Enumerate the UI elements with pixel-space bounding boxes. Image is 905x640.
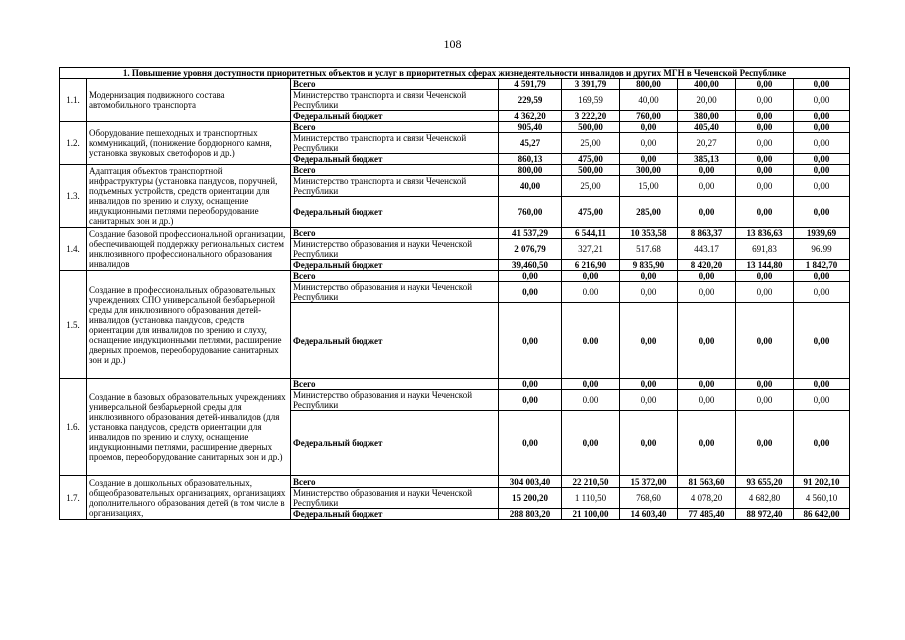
amount-cell: 0,00 (678, 303, 736, 379)
table-row (60, 271, 850, 282)
amount-cell: 0,00 (794, 176, 850, 197)
table-row (60, 79, 850, 90)
amount-cell: 0,00 (499, 271, 562, 282)
funding-source: Федеральный бюджет (291, 303, 499, 379)
amount-cell: 0,00 (562, 379, 620, 390)
item-number: 1.6. (60, 379, 87, 476)
amount-cell: 0,00 (678, 165, 736, 176)
funding-source: Всего (291, 122, 499, 133)
item-number: 1.1. (60, 79, 87, 122)
item-description: Оборудование пешеходных и транспортных коммуникаций, (понижение бордюрного камня, установка звуковых светофоров и др.) (87, 122, 291, 165)
amount-cell: 0,00 (620, 122, 678, 133)
amount-cell: 0,00 (736, 303, 794, 379)
amount-cell: 8 420,20 (678, 260, 736, 271)
amount-cell: 6 544,11 (562, 228, 620, 239)
item-number: 1.2. (60, 122, 87, 165)
amount-cell: 0,00 (794, 122, 850, 133)
amount-cell: 15,00 (620, 176, 678, 197)
amount-cell: 0,00 (620, 411, 678, 476)
amount-cell: 1 110,50 (562, 488, 620, 509)
amount-cell: 0,00 (499, 411, 562, 476)
amount-cell: 0,00 (499, 379, 562, 390)
amount-cell: 39,460,50 (499, 260, 562, 271)
amount-cell: 22 210,50 (562, 476, 620, 488)
amount-cell: 0,00 (678, 379, 736, 390)
amount-cell: 0,00 (678, 282, 736, 303)
amount-cell: 0,00 (620, 282, 678, 303)
amount-cell: 0,00 (678, 390, 736, 411)
item-description: Создание в базовых образовательных учреждениях универсальной безбарьерной среды для инклюзивного образования детей-инвалидов (для установка пандусов, средств ориентации для инвалидов по зрению и слуху, оснащение индукционными петлями, расширение дверных проемов, переоборудование санитарных зон и др.) (87, 379, 291, 476)
amount-cell: 25,00 (562, 176, 620, 197)
amount-cell: 13 836,63 (736, 228, 794, 239)
amount-cell: 2 076,79 (499, 239, 562, 260)
funding-source: Федеральный бюджет (291, 111, 499, 122)
amount-cell: 41 537,29 (499, 228, 562, 239)
item-number: 1.3. (60, 165, 87, 228)
funding-source: Федеральный бюджет (291, 154, 499, 165)
amount-cell: 0,00 (736, 111, 794, 122)
funding-source: Министерство транспорта и связи Чеченской Республики (291, 176, 499, 197)
amount-cell: 0,00 (794, 90, 850, 111)
amount-cell: 691,83 (736, 239, 794, 260)
amount-cell: 14 603,40 (620, 509, 678, 520)
amount-cell: 0,00 (620, 390, 678, 411)
amount-cell: 860,13 (499, 154, 562, 165)
amount-cell: 25,00 (562, 133, 620, 154)
amount-cell: 0,00 (736, 165, 794, 176)
amount-cell: 1939,69 (794, 228, 850, 239)
amount-cell: 0,00 (499, 390, 562, 411)
amount-cell: 4 591,79 (499, 79, 562, 90)
amount-cell: 0,00 (499, 282, 562, 303)
page-number: 108 (443, 37, 462, 51)
amount-cell: 0.00 (562, 282, 620, 303)
amount-cell: 800,00 (499, 165, 562, 176)
table-row (60, 122, 850, 133)
amount-cell: 768,60 (620, 488, 678, 509)
amount-cell: 0,00 (562, 271, 620, 282)
amount-cell: 45,27 (499, 133, 562, 154)
budget-table (59, 67, 850, 520)
amount-cell: 0,00 (736, 282, 794, 303)
amount-cell: 15 200,20 (499, 488, 562, 509)
amount-cell: 10 353,58 (620, 228, 678, 239)
funding-source: Всего (291, 476, 499, 488)
amount-cell: 0,00 (736, 411, 794, 476)
amount-cell: 3 222,20 (562, 111, 620, 122)
item-description: Создание базовой профессиональной организации, обеспечивающей поддержку региональных систем инклюзивного профессионального образования инвалидов (87, 228, 291, 271)
table-row (60, 228, 850, 239)
funding-source: Министерство образования и науки Чеченской Республики (291, 282, 499, 303)
amount-cell: 0,00 (499, 303, 562, 379)
amount-cell: 21 100,00 (562, 509, 620, 520)
amount-cell: 0,00 (678, 197, 736, 228)
item-description: Модернизация подвижного состава автомобильного транспорта (87, 79, 291, 122)
table-row (60, 379, 850, 390)
item-number: 1.7. (60, 476, 87, 520)
funding-source: Министерство образования и науки Чеченской Республики (291, 488, 499, 509)
amount-cell: 0,00 (736, 154, 794, 165)
funding-source: Министерство транспорта и связи Чеченской Республики (291, 90, 499, 111)
amount-cell: 0,00 (794, 111, 850, 122)
amount-cell: 169,59 (562, 90, 620, 111)
amount-cell: 0,00 (736, 390, 794, 411)
amount-cell: 0,00 (736, 79, 794, 90)
amount-cell: 77 485,40 (678, 509, 736, 520)
funding-source: Федеральный бюджет (291, 260, 499, 271)
funding-source: Федеральный бюджет (291, 197, 499, 228)
amount-cell: 517.68 (620, 239, 678, 260)
amount-cell: 0,00 (620, 133, 678, 154)
amount-cell: 86 642,00 (794, 509, 850, 520)
amount-cell: 0,00 (736, 90, 794, 111)
amount-cell: 40,00 (620, 90, 678, 111)
amount-cell: 91 202,10 (794, 476, 850, 488)
amount-cell: 285,00 (620, 197, 678, 228)
amount-cell: 0,00 (794, 411, 850, 476)
amount-cell: 0,00 (794, 154, 850, 165)
amount-cell: 20,00 (678, 90, 736, 111)
amount-cell: 0,00 (620, 303, 678, 379)
item-number: 1.4. (60, 228, 87, 271)
amount-cell: 20,27 (678, 133, 736, 154)
amount-cell: 81 563,60 (678, 476, 736, 488)
funding-source: Министерство образования и науки Чеченской Республики (291, 390, 499, 411)
amount-cell: 300,00 (620, 165, 678, 176)
amount-cell: 0,00 (736, 133, 794, 154)
amount-cell: 0,00 (794, 390, 850, 411)
amount-cell: 6 216,90 (562, 260, 620, 271)
amount-cell: 0,00 (620, 154, 678, 165)
funding-source: Всего (291, 228, 499, 239)
amount-cell: 760,00 (499, 197, 562, 228)
amount-cell: 15 372,00 (620, 476, 678, 488)
amount-cell: 4 362,20 (499, 111, 562, 122)
table-row (60, 476, 850, 488)
amount-cell: 1 842,70 (794, 260, 850, 271)
amount-cell: 327,21 (562, 239, 620, 260)
item-description: Адаптация объектов транспортной инфраструктуры (установка пандусов, поручней, подъемных устройств, средств ориентации для инвалидов по зрению и слуху, оснащение индукционными петлями переоборудование санитарных зон и др.) (87, 165, 291, 228)
amount-cell: 0,00 (736, 122, 794, 133)
amount-cell: 0,00 (678, 271, 736, 282)
amount-cell: 88 972,40 (736, 509, 794, 520)
amount-cell: 0,00 (794, 133, 850, 154)
amount-cell: 0,00 (794, 282, 850, 303)
amount-cell: 0,00 (678, 411, 736, 476)
funding-source: Всего (291, 79, 499, 90)
amount-cell: 800,00 (620, 79, 678, 90)
amount-cell: 13 144,80 (736, 260, 794, 271)
amount-cell: 288 803,20 (499, 509, 562, 520)
amount-cell: 0,00 (736, 379, 794, 390)
amount-cell: 0.00 (562, 303, 620, 379)
amount-cell: 500,00 (562, 165, 620, 176)
amount-cell: 0,00 (736, 271, 794, 282)
amount-cell: 443.17 (678, 239, 736, 260)
amount-cell: 3 391,79 (562, 79, 620, 90)
amount-cell: 96.99 (794, 239, 850, 260)
amount-cell: 8 863,37 (678, 228, 736, 239)
amount-cell: 0,00 (794, 197, 850, 228)
table-row (60, 165, 850, 176)
amount-cell: 304 003,40 (499, 476, 562, 488)
amount-cell: 0,00 (794, 303, 850, 379)
amount-cell: 229,59 (499, 90, 562, 111)
amount-cell: 405,40 (678, 122, 736, 133)
amount-cell: 0,00 (794, 271, 850, 282)
amount-cell: 4 560,10 (794, 488, 850, 509)
amount-cell: 0.00 (562, 390, 620, 411)
item-number: 1.5. (60, 271, 87, 379)
amount-cell: 0,00 (794, 165, 850, 176)
amount-cell: 4 682,80 (736, 488, 794, 509)
amount-cell: 400,00 (678, 79, 736, 90)
amount-cell: 0,00 (562, 411, 620, 476)
amount-cell: 0,00 (620, 271, 678, 282)
amount-cell: 0,00 (678, 176, 736, 197)
amount-cell: 0,00 (794, 379, 850, 390)
amount-cell: 9 835,90 (620, 260, 678, 271)
funding-source: Всего (291, 165, 499, 176)
amount-cell: 475,00 (562, 197, 620, 228)
amount-cell: 0,00 (794, 79, 850, 90)
amount-cell: 4 078,20 (678, 488, 736, 509)
amount-cell: 475,00 (562, 154, 620, 165)
amount-cell: 40,00 (499, 176, 562, 197)
item-description: Создание в профессиональных образовательных учреждениях СПО универсальной безбарьерной среды для инклюзивного образования детей-инвалидов (установка пандусов, средств ориентации для инвалидов по зрению и слуху, оснащение индукционными петлями, расширение дверных проемов, переоборудование санитарных зон и др.) (87, 271, 291, 379)
item-description: Создание в дошкольных образовательных, общеобразовательных организациях, организациях дополнительного образования детей (в том числе в организациях, (87, 476, 291, 520)
funding-source: Федеральный бюджет (291, 411, 499, 476)
funding-source: Всего (291, 379, 499, 390)
funding-source: Министерство образования и науки Чеченской Республики (291, 239, 499, 260)
funding-source: Федеральный бюджет (291, 509, 499, 520)
amount-cell: 760,00 (620, 111, 678, 122)
amount-cell: 0,00 (736, 197, 794, 228)
amount-cell: 93 655,20 (736, 476, 794, 488)
amount-cell: 500,00 (562, 122, 620, 133)
funding-source: Всего (291, 271, 499, 282)
amount-cell: 905,40 (499, 122, 562, 133)
amount-cell: 0,00 (736, 176, 794, 197)
amount-cell: 385,13 (678, 154, 736, 165)
section-header: 1. Повышение уровня доступности приоритетных объектов и услуг в приоритетных сферах жизнедеятельности инвалидов и других МГН в Чеченской Республике (60, 68, 850, 79)
amount-cell: 380,00 (678, 111, 736, 122)
funding-source: Министерство транспорта и связи Чеченской Республики (291, 133, 499, 154)
amount-cell: 0,00 (620, 379, 678, 390)
